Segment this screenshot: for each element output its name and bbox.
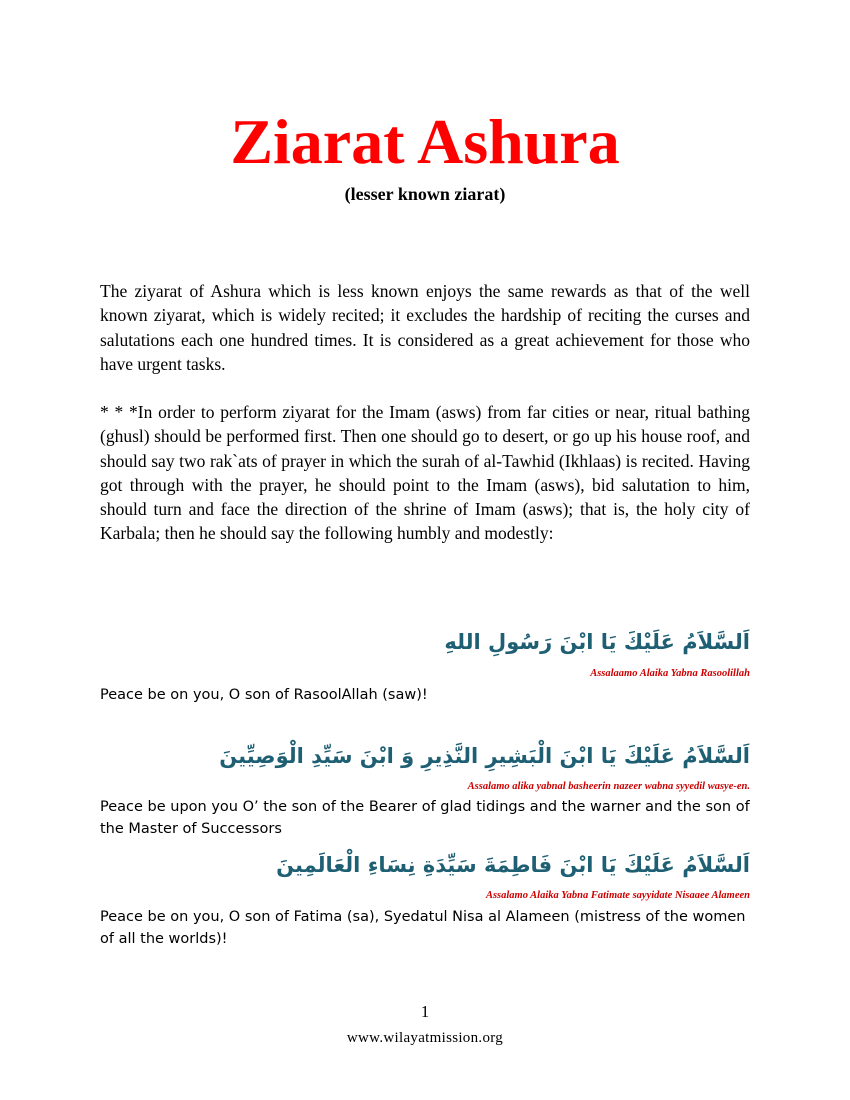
transliteration-2: Assalamo alika yabnal basheerin nazeer wabna syyedil wasye-en. bbox=[467, 781, 750, 792]
arabic-verse-3: اَلسَّلاَمُ عَلَيْكَ يَا ابْنَ فَاطِمَةَ سَيِّدَةِ نِسَاءِ الْعَالَمِينَ bbox=[276, 853, 750, 877]
translation-2: Peace be upon you O’ the son of the Bearer of glad tidings and the warner and the son of the Master of Successors bbox=[100, 799, 750, 837]
arabic-verse-2: اَلسَّلاَمُ عَلَيْكَ يَا ابْنَ الْبَشِيرِ النَّذِيرِ وَ ابْنَ سَيِّدِ الْوَصِيِّينَ bbox=[219, 744, 750, 768]
instructions-paragraph: * * *In order to perform ziyarat for the Imam (asws) from far cities or near, ritual bathing (ghusl) should be performed first. Then one should go to desert, or go up his house roof, and should say two rak`ats of prayer in which the surah of al-Tawhid (Ikhlaas) is recited. Having got through with the prayer, he should point to the Imam (asws), bid salutation to him, should turn and face the direction of the shrine of Imam (asws); that is, the holy city of Karbala; then he should say the following humbly and modestly: bbox=[100, 402, 750, 544]
intro-paragraph: The ziyarat of Ashura which is less known enjoys the same rewards as that of the well known ziyarat, which is widely recited; it excludes the hardship of reciting the curses and salutations each one hundred times. It is considered as a great achievement for those who have urgent tasks. bbox=[100, 281, 750, 374]
document-subtitle: (lesser known ziarat) bbox=[344, 184, 506, 204]
translation-3: Peace be on you, O son of Fatima (sa), Syedatul Nisa al Alameen (mistress of the women of all the worlds)! bbox=[100, 909, 746, 947]
transliteration-1: Assalaamo Alaika Yabna Rasoolillah bbox=[590, 668, 750, 679]
translation-1: Peace be on you, O son of RasoolAllah (saw)! bbox=[100, 687, 428, 703]
page-number: 1 bbox=[420, 1002, 430, 1021]
arabic-verse-1: اَلسَّلاَمُ عَلَيْكَ يَا ابْنَ رَسُولِ اللهِ bbox=[444, 630, 750, 654]
document-title: Ziarat Ashura bbox=[230, 106, 620, 177]
footer-url: www.wilayatmission.org bbox=[346, 1030, 504, 1046]
transliteration-3: Assalamo Alaika Yabna Fatimate sayyidate Nisaaee Alameen bbox=[485, 890, 750, 901]
